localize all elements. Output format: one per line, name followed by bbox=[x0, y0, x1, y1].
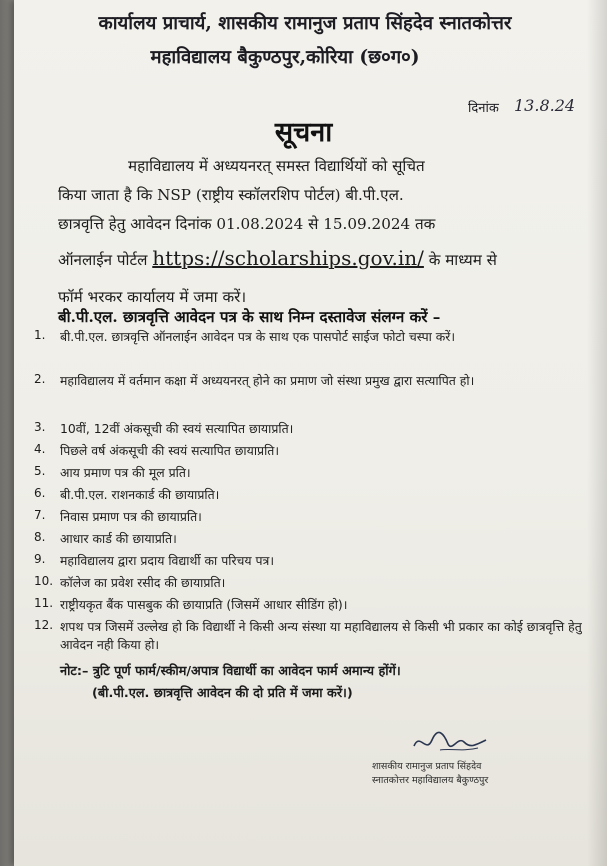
scholarship-portal-link[interactable]: https://scholarships.gov.in/ bbox=[152, 246, 424, 270]
office-header-line1: कार्यालय प्राचार्य, शासकीय रामानुज प्रताप सिंहदेव स्नातकोत्तर bbox=[98, 13, 512, 34]
note-line-1: नोट:– त्रुटि पूर्ण फार्म/स्कीम/अपात्र विद्यार्थी का आवेदन फार्म अमान्य होंगें। bbox=[60, 664, 401, 679]
list-item-text: बी.पी.एल. राशनकार्ड की छायाप्रति। bbox=[60, 487, 220, 502]
list-item-text: बी.पी.एल. छात्रवृत्ति ऑनलाईन आवेदन पत्र के साथ एक पासपोर्ट साईज फोटो चस्पा करें। bbox=[60, 329, 456, 344]
body-line-4-suffix: के माध्यम से bbox=[428, 251, 497, 269]
list-item bbox=[34, 508, 582, 526]
notice-title: सूचना bbox=[274, 117, 333, 148]
list-item-number: 6. bbox=[34, 486, 46, 500]
list-item bbox=[34, 530, 582, 548]
list-item bbox=[34, 328, 582, 346]
list-item-text: आधार कार्ड की छायाप्रति। bbox=[60, 531, 177, 546]
list-item-number: 10. bbox=[34, 574, 54, 588]
body-line-3: छात्रवृत्ति हेतु आवेदन दिनांक 01.08.2024 से 15.09.2024 तक bbox=[58, 215, 436, 233]
list-item bbox=[34, 486, 582, 504]
list-item bbox=[34, 596, 582, 614]
list-item-text: 10वीं, 12वीं अंकसूची की स्वयं सत्यापित छायाप्रति। bbox=[60, 421, 294, 436]
list-item-text: राष्ट्रीयकृत बैंक पासबुक की छायाप्रति (जिसमें आधार सीडिंग हो)। bbox=[60, 597, 348, 612]
signatory-line-2: स्नातकोत्तर महाविद्यालय बैकुण्ठपुर bbox=[372, 775, 489, 786]
documents-heading: बी.पी.एल. छात्रवृत्ति आवेदन पत्र के साथ निम्न दस्तावेज संलग्न करें – bbox=[58, 308, 441, 326]
list-item-number: 3. bbox=[34, 420, 46, 434]
list-item-number: 7. bbox=[34, 508, 46, 522]
note-line-2: (बी.पी.एल. छात्रवृत्ति आवेदन की दो प्रति में जमा करें।) bbox=[92, 686, 353, 701]
page-edge-shadow bbox=[587, 0, 607, 866]
date-label: दिनांक bbox=[468, 101, 499, 116]
list-item-number: 9. bbox=[34, 552, 46, 566]
list-item-text: महाविद्यालय द्वारा प्रदाय विद्यार्थी का परिचय पत्र। bbox=[60, 553, 275, 568]
list-item-number: 11. bbox=[34, 596, 54, 610]
list-item-number: 4. bbox=[34, 442, 46, 456]
date-value: 13.8.24 bbox=[514, 96, 576, 115]
body-line-2: किया जाता है कि NSP (राष्ट्रीय स्कॉलरशिप पोर्टल) बी.पी.एल. bbox=[58, 186, 404, 204]
list-item-number: 1. bbox=[34, 328, 46, 342]
list-item-number: 12. bbox=[34, 618, 54, 632]
list-item bbox=[34, 442, 582, 460]
list-item bbox=[34, 464, 582, 482]
list-item-text: आय प्रमाण पत्र की मूल प्रति। bbox=[60, 465, 191, 480]
body-line-4-prefix: ऑनलाईन पोर्टल bbox=[58, 251, 148, 269]
list-item bbox=[34, 574, 582, 592]
body-line-1: महाविद्यालय में अध्ययनरत् समस्त विद्यार्थियों को सूचित bbox=[128, 157, 425, 175]
list-item-text: कॉलेज का प्रवेश रसीद की छायाप्रति। bbox=[60, 575, 226, 590]
body-line-4 bbox=[58, 246, 497, 270]
body-line-5: फॉर्म भरकर कार्यालय में जमा करें। bbox=[58, 288, 247, 306]
list-item bbox=[34, 552, 582, 570]
list-item-text: शपथ पत्र जिसमें उल्लेख हो कि विद्यार्थी ने किसी अन्य संस्था या महाविद्यालय से किसी भी प्रकार का कोई छात्रवृत्ति हेतु आवेदन नही किया हो। bbox=[60, 619, 582, 652]
list-item-number: 5. bbox=[34, 464, 46, 478]
list-item-number: 8. bbox=[34, 530, 46, 544]
list-item-text: पिछले वर्ष अंकसूची की स्वयं सत्यापित छायाप्रति। bbox=[60, 443, 280, 458]
list-item bbox=[34, 420, 582, 438]
list-item-number: 2. bbox=[34, 372, 46, 386]
office-header-line2: महाविद्यालय बैकुण्ठपुर,कोरिया (छ०ग०) bbox=[150, 47, 420, 68]
list-item bbox=[34, 372, 582, 390]
principal-signature bbox=[410, 728, 490, 756]
signatory-line-1: शासकीय रामानुज प्रताप सिंहदेव bbox=[372, 761, 482, 772]
list-item bbox=[34, 618, 582, 654]
list-item-text: निवास प्रमाण पत्र की छायाप्रति। bbox=[60, 509, 202, 524]
list-item-text: महाविद्यालय में वर्तमान कक्षा में अध्ययनरत् होने का प्रमाण जो संस्था प्रमुख द्वारा सत्यापित हो। bbox=[60, 373, 475, 388]
